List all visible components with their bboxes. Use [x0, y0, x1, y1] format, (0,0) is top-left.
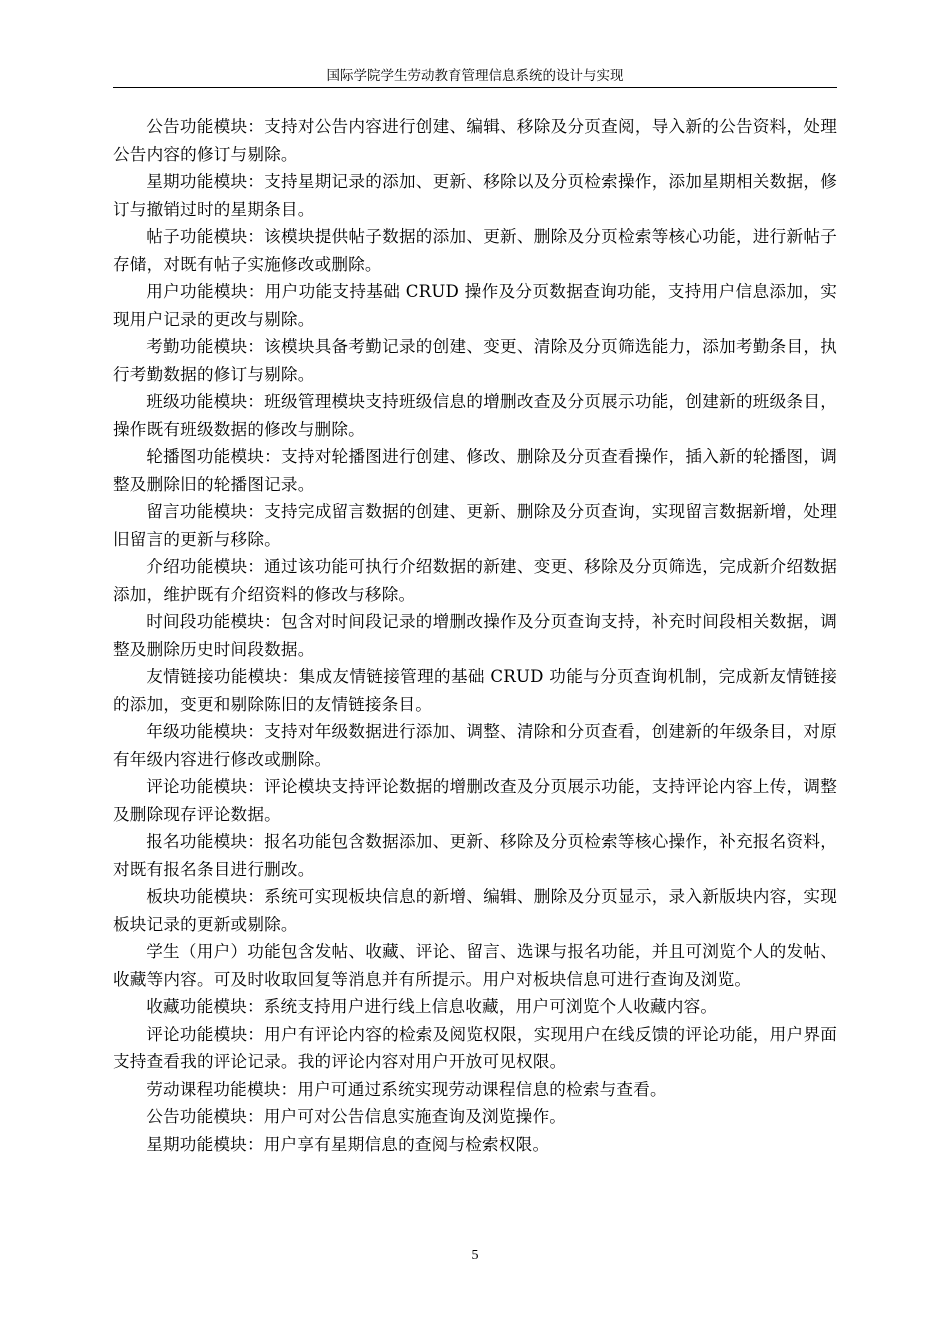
paragraph-user-week-module: 星期功能模块：用户享有星期信息的查阅与检索权限。 — [146, 1134, 550, 1154]
paragraph-registration-module: 报名功能模块：报名功能包含数据添加、更新、移除及分页检索等核心操作，补充报名资料，对既有报名条目进行删改。 — [113, 832, 837, 879]
paragraph-week-module: 星期功能模块：支持星期记录的添加、更新、移除以及分页检索操作，添加星期相关数据，修订与撤销过时的星期条目。 — [113, 172, 837, 219]
paragraph-timeslot-module: 时间段功能模块：包含对时间段记录的增删改操作及分页查询支持，补充时间段相关数据，调整及删除历史时间段数据。 — [113, 612, 837, 659]
paragraph-attendance-module: 考勤功能模块：该模块具备考勤记录的创建、变更、清除及分页筛选能力，添加考勤条目，执行考勤数据的修订与剔除。 — [113, 337, 837, 384]
paragraph-grade-module: 年级功能模块：支持对年级数据进行添加、调整、清除和分页查看，创建新的年级条目，对原有年级内容进行修改或删除。 — [113, 722, 837, 769]
paragraph-student-functions: 学生（用户）功能包含发帖、收藏、评论、留言、选课与报名功能，并且可浏览个人的发帖、收藏等内容。可及时收取回复等消息并有所提示。用户对板块信息可进行查询及浏览。 — [113, 942, 837, 989]
paragraph-user-module: 用户功能模块：用户功能支持基础 CRUD 操作及分页数据查询功能，支持用户信息添加，实现用户记录的更改与剔除。 — [113, 282, 837, 329]
paragraph-labor-course-module: 劳动课程功能模块：用户可通过系统实现劳动课程信息的检索与查看。 — [146, 1079, 667, 1099]
running-header: 国际学院学生劳动教育管理信息系统的设计与实现 — [326, 68, 624, 84]
paragraph-favorite-module: 收藏功能模块：系统支持用户进行线上信息收藏，用户可浏览个人收藏内容。 — [146, 997, 718, 1016]
paragraph-friend-link-module: 友情链接功能模块：集成友情链接管理的基础 CRUD 功能与分页查询机制，完成新友情链接的添加，变更和剔除陈旧的友情链接条目。 — [113, 667, 837, 714]
paragraph-class-module: 班级功能模块：班级管理模块支持班级信息的增删改查及分页展示功能，创建新的班级条目，操作既有班级数据的修改与删除。 — [113, 392, 837, 439]
paragraph-announcement-module: 公告功能模块：支持对公告内容进行创建、编辑、移除及分页查阅，导入新的公告资料，处理公告内容的修订与剔除。 — [113, 117, 837, 164]
paragraph-carousel-module: 轮播图功能模块：支持对轮播图进行创建、修改、删除及分页查看操作，插入新的轮播图，调整及删除旧的轮播图记录。 — [113, 447, 837, 494]
paragraph-comment-module: 评论功能模块：评论模块支持评论数据的增删改查及分页展示功能，支持评论内容上传，调整及删除现存评论数据。 — [113, 777, 837, 824]
paragraph-user-comment-module: 评论功能模块：用户有评论内容的检索及阅览权限，实现用户在线反馈的评论功能，用户界面支持查看我的评论记录。我的评论内容对用户开放可见权限。 — [113, 1024, 837, 1071]
paragraph-user-announcement-module: 公告功能模块：用户可对公告信息实施查询及浏览操作。 — [146, 1107, 567, 1126]
paragraph-section-module: 板块功能模块：系统可实现板块信息的新增、编辑、删除及分页显示，录入新版块内容，实现板块记录的更新或剔除。 — [113, 887, 837, 934]
page-number: 5 — [471, 1248, 479, 1263]
body-text — [113, 113, 837, 1158]
paragraph-post-module: 帖子功能模块：该模块提供帖子数据的添加、更新、删除及分页检索等核心功能，进行新帖子存储，对既有帖子实施修改或删除。 — [113, 227, 837, 274]
paragraph-introduction-module: 介绍功能模块：通过该功能可执行介绍数据的新建、变更、移除及分页筛选，完成新介绍数据添加，维护既有介绍资料的修改与移除。 — [113, 557, 837, 604]
paragraph-message-module: 留言功能模块：支持完成留言数据的创建、更新、删除及分页查询，实现留言数据新增，处理旧留言的更新与移除。 — [113, 502, 837, 549]
header-rule — [113, 87, 837, 88]
